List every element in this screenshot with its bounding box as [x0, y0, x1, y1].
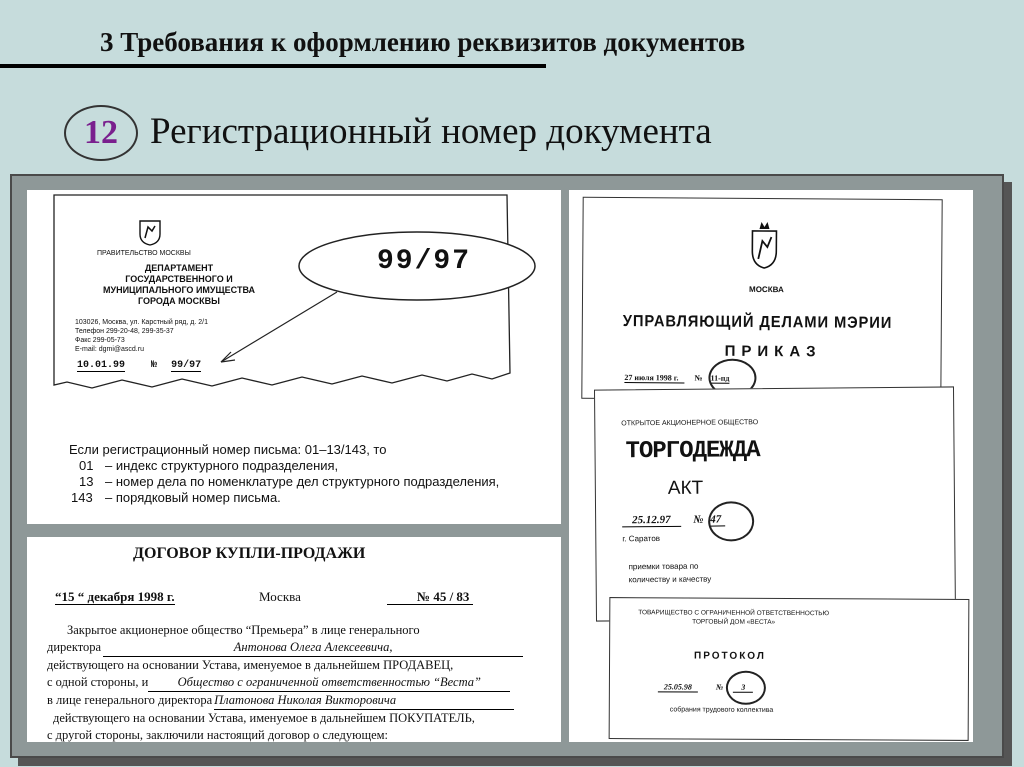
contract-example-pane [27, 537, 561, 742]
contract-fill-buyer: Общество с ограниченной ответственностью “Веста” [148, 674, 510, 692]
protocol-subject: собрания трудового коллектива [669, 706, 774, 714]
letter-num-sign: № [151, 360, 158, 371]
act-sheet [594, 386, 956, 621]
act-number: 47 [710, 513, 725, 526]
explanation-intro: Если регистрационный номер письма: 01–13/143, то [69, 442, 387, 457]
act-city: г. Саратов [622, 534, 661, 544]
letter-department: ДЕПАРТАМЕНТ ГОСУДАРСТВЕННОГО И МУНИЦИПАЛЬНОГО ИМУЩЕСТВА ГОРОДА МОСКВЫ [102, 263, 255, 306]
act-subject: приемки товара по количеству и качеству [628, 561, 712, 585]
letter-example-pane [27, 190, 561, 524]
coat-of-arms-icon [139, 220, 161, 246]
documents-example-pane [569, 190, 973, 742]
contract-title: ДОГОВОР КУПЛИ-ПРОДАЖИ [133, 545, 366, 562]
act-date: 25.12.97 [622, 514, 681, 528]
protocol-number: 3 [733, 683, 753, 693]
contract-date: “15 “ декабря 1998 г. [55, 589, 175, 604]
contract-body: Закрытое акционерное общество “Премьера” в лице генерального директора Антонова Олега Алексеевича, действующего на основании Устава, именуемое в дальнейшем ПРОДАВЕЦ, с одной стороны, и Общество с ограниченной ответственностью “Веста” в лице генерального директора Платонова Николая Викторовича действующего на основании Устава, именуемое в дальнейшем ПОКУПАТЕЛЬ, с другой стороны, заключили настоящий договор о следующем: [47, 622, 523, 744]
title-rule [0, 64, 546, 68]
contract-number: № 45 / 83 [387, 589, 473, 605]
act-org-name: ТОРГОДЕЖДА [625, 437, 760, 466]
order-city: МОСКВА [749, 284, 784, 295]
explanation-row: 01 – индекс структурного подразделения, [79, 458, 339, 473]
order-number: 11-пд [710, 373, 730, 383]
examples-panel [10, 174, 1004, 758]
contract-fill-buyer-director: Платонова Николая Викторовича [214, 692, 514, 710]
coat-of-arms-icon [751, 219, 777, 269]
letter-date: 10.01.99 [77, 360, 126, 371]
protocol-number-circle [726, 671, 766, 705]
order-date: 27 июля 1998 г. [624, 373, 684, 383]
callout-number: 99/97 [377, 246, 472, 277]
protocol-num-sign: № [715, 682, 724, 692]
explanation-row: 143 – порядковый номер письма. [71, 490, 281, 505]
protocol-date: 25.05.98 [658, 682, 698, 692]
letter-reg-line [77, 360, 201, 371]
letter-number: 99/97 [171, 360, 202, 371]
callout-arrow [207, 230, 537, 380]
letter-org-top: ПРАВИТЕЛЬСТВО МОСКВЫ [97, 250, 191, 257]
letter-address: 103026, Москва, ул. Карстный ряд, д. 2/1 Телефон 299-20-48, 299-35-37 Факс 299-05-73 E-mail: dgmi@ascd.ru [75, 319, 208, 353]
act-doc-type: АКТ [667, 477, 704, 499]
slide-title: 3 Требования к оформлению реквизитов документов [100, 27, 746, 57]
protocol-org: ТОВАРИЩЕСТВО С ОГРАНИЧЕННОЙ ОТВЕТСТВЕННОСТЬЮ ТОРГОВЫЙ ДОМ «ВЕСТА» [638, 609, 830, 626]
order-doc-type: ПРИКАЗ [724, 342, 822, 361]
slide-subtitle: Регистрационный номер документа [150, 111, 712, 152]
contract-city: Москва [259, 589, 301, 604]
act-num-sign: № [693, 513, 704, 526]
protocol-doc-type: ПРОТОКОЛ [694, 650, 766, 662]
contract-fill-director: Антонова Олега Алексеевича, [103, 639, 523, 657]
order-sheet [581, 197, 942, 402]
act-number-circle [708, 501, 754, 541]
order-num-sign: № [694, 373, 703, 383]
act-org-type: ОТКРЫТОЕ АКЦИОНЕРНОЕ ОБЩЕСТВО [621, 419, 759, 428]
explanation-text [69, 442, 499, 506]
number-badge: 12 [64, 105, 138, 161]
order-heading: УПРАВЛЯЮЩИЙ ДЕЛАМИ МЭРИИ [622, 313, 893, 332]
explanation-row: 13 – номер дела по номенклатуре дел структурного подразделения, [79, 474, 500, 489]
protocol-sheet [609, 597, 970, 741]
